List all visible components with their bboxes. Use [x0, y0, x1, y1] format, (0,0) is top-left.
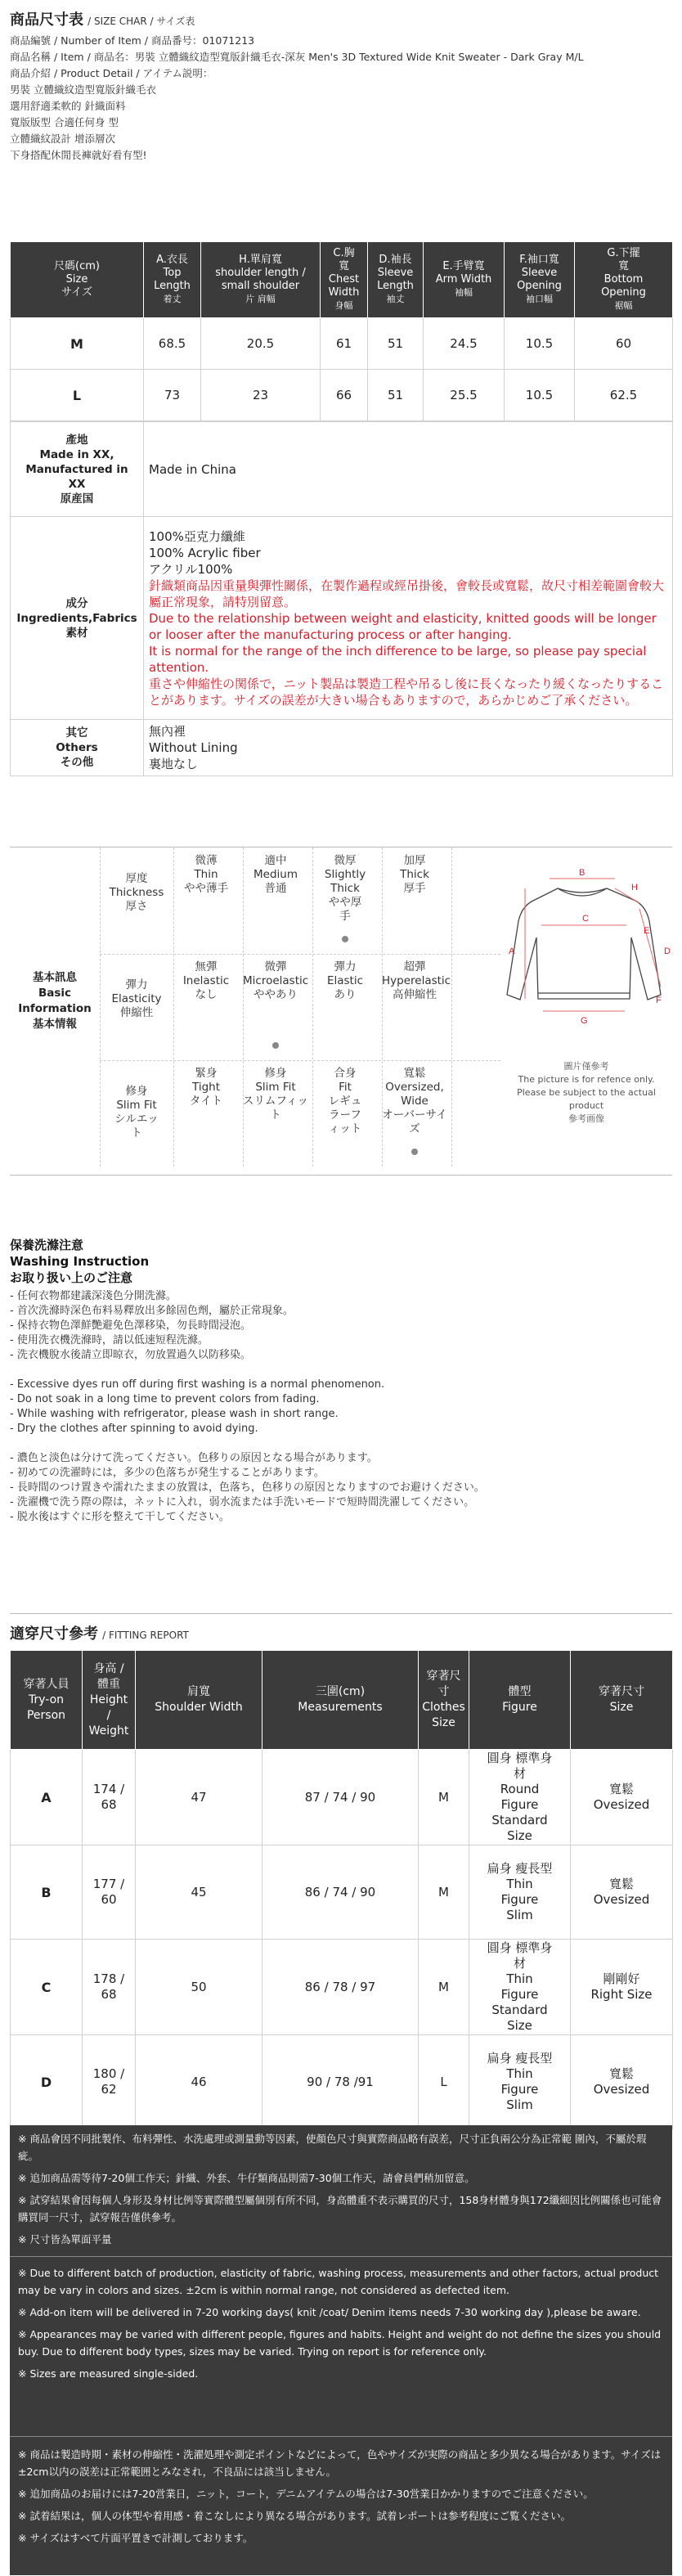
- fitting-title-row: [10, 1622, 672, 1643]
- size-cell: 25.5: [424, 370, 505, 421]
- fitting-col-header: 體型 Figure: [469, 1651, 571, 1750]
- fig-letter-d: D: [664, 946, 671, 956]
- size-col-header: [424, 242, 505, 318]
- fitting-cell: M: [419, 1940, 469, 2035]
- size-col-header: [11, 242, 144, 318]
- size-cell: 20.5: [201, 318, 321, 370]
- other-line: Without Lining: [149, 740, 238, 755]
- fig-letter-g: G: [581, 1016, 588, 1026]
- other-label-text: 其它 Others その他: [56, 726, 98, 769]
- fitting-row: [11, 2035, 673, 2129]
- grid-line: [100, 1060, 500, 1061]
- figure-caption-line: The picture is for refence only.: [518, 1074, 655, 1085]
- note-line: ※ 追加商品需等待7-20個工作天；針織、外套、牛仔類商品則需7-30個工作天，請會員們稍加留意。: [18, 2172, 475, 2184]
- page-title: 商品尺寸表: [10, 11, 83, 29]
- basic-info-selected-dot: [342, 936, 348, 942]
- size-row: [11, 370, 673, 421]
- size-col-header-cjk: 身幅: [334, 300, 353, 311]
- washing-line: - 初めての洗濯時には，多少の色落ちが発生することがあります。: [10, 1467, 325, 1479]
- fitting-cell: 46: [136, 2035, 262, 2129]
- washing-line: - While washing with refrigerator, please wash in short range.: [10, 1408, 339, 1420]
- fitting-cell: 174 / 68: [83, 1750, 136, 1845]
- note-line: ※ Due to different batch of production, elasticity of fabric, washing process, measurements and other factors, actual product may be vary in colors and sizes. ±2cm is within normal range, not considered as defected item.: [18, 2267, 659, 2296]
- fitting-cell: 45: [136, 1845, 262, 1940]
- size-col-header-cjk: 裾幅: [614, 300, 633, 311]
- notes-divider: [10, 2256, 672, 2257]
- size-col-header-cjk: 袖丈: [386, 294, 405, 304]
- fitting-person: D: [11, 2035, 83, 2129]
- notes-zh: [10, 2130, 672, 2253]
- fitting-cell: 50: [136, 1940, 262, 2035]
- product-info-line: 寬版版型 合適任何身 型: [10, 116, 119, 128]
- figure-caption-line: 圖片僅參考: [563, 1061, 609, 1072]
- size-col-header-text: 尺碼(cm) Size サイズ: [54, 260, 100, 299]
- size-cell: 66: [321, 370, 368, 421]
- product-info-line: 商品編號 / Number of Item / 商品番号：01071213: [10, 34, 255, 47]
- other-label: [11, 720, 144, 776]
- product-info-line: 商品名稱 / Item / 商品名：男裝 立體織紋造型寬版針織毛衣-深灰 Men's 3D Textured Wide Knit Sweater - Dark Gray M/L: [10, 51, 584, 63]
- washing-line: - 首次洗滌時深色布料易釋放出多餘固色劑，屬於正常現象。: [10, 1305, 294, 1317]
- product-info-lines: [10, 33, 672, 164]
- size-col-header-cjk: 片 肩幅: [245, 294, 276, 304]
- fabric-label: [11, 517, 144, 720]
- basic-info-selected-dot: [411, 1149, 418, 1155]
- notes-divider: [10, 2436, 672, 2437]
- fitting-table-body: [11, 1750, 673, 2129]
- grid-line: [451, 847, 452, 1167]
- basic-info-option: 微彈 Microelastic ややあり: [243, 960, 309, 1001]
- fitting-cell: 扁身 瘦長型 Thin Figure Slim: [469, 2035, 571, 2129]
- note-line: ※ 尺寸皆為單面平量: [18, 2233, 112, 2246]
- size-col-header: [201, 242, 321, 318]
- size-row-label: M: [11, 318, 144, 370]
- size-table-block: [10, 241, 672, 776]
- fitting-col-header: 穿著尺寸 Size: [571, 1651, 673, 1750]
- size-col-header-text: A.衣長 Top Length: [154, 254, 191, 292]
- washing-line: - 任何衣物都建議深淺色分開洗滌。: [10, 1290, 177, 1302]
- figure-caption-line: Please be subject to the actual: [517, 1087, 656, 1098]
- basic-info-option: 彈力 Elastic あり: [326, 960, 364, 1001]
- page-subtitle: / SIZE CHAR / サイズ表: [87, 16, 195, 27]
- basic-info-option: 緊身 Tight タイト: [189, 1067, 223, 1108]
- other-line: 無內裡: [149, 724, 186, 739]
- note-line: ※ 試着結果は，個人の体型や着用感・着こなしにより異なる場合があります。試着レポートは参考程度にご覧ください。: [18, 2510, 571, 2522]
- washing-title-line: Washing Instruction: [10, 1254, 150, 1269]
- product-info-table: [10, 421, 673, 776]
- notes-jp: [10, 2446, 672, 2551]
- size-col-header-cjk: 袖幅: [455, 287, 473, 298]
- fitting-cell: 寬鬆 Ovesized: [571, 1750, 673, 1845]
- size-col-header: [144, 242, 201, 318]
- fitting-col-header: 穿著人員 Try-on Person: [11, 1651, 83, 1750]
- fitting-table-header: [11, 1651, 673, 1750]
- fitting-person: A: [11, 1750, 83, 1845]
- size-cell: 10.5: [505, 318, 575, 370]
- fitting-title: 適穿尺寸參考: [10, 1625, 98, 1643]
- size-cell: 73: [144, 370, 201, 421]
- origin-value: Made in China: [144, 422, 673, 517]
- basic-info-option: 修身 Slim Fit スリムフィット: [243, 1067, 308, 1122]
- fabric-note: Due to the relationship between weight and elasticity, knitted goods will be longer or looser after the manufacturing process or after hanging.: [149, 610, 657, 642]
- fitting-cell: 86 / 74 / 90: [262, 1845, 419, 1940]
- fitting-cell: 扁身 瘦長型 Thin Figure Slim: [469, 1845, 571, 1940]
- fig-letter-f: F: [656, 996, 662, 1005]
- fitting-person: C: [11, 1940, 83, 2035]
- other-line: 裏地なし: [149, 757, 199, 771]
- fitting-cell: 圓身 標準身 材 Thin Figure Standard Size: [469, 1940, 571, 2035]
- note-line: ※ 商品は製造時期・素材の伸縮性・洗濯処理や測定ポイントなどによって，色やサイズが実際の商品と多少異なる場合があります。サイズは±2cm以内の誤差は正常範囲とみなされ，不良品には該当しません。: [18, 2448, 662, 2478]
- size-cell: 51: [368, 318, 424, 370]
- grid-line: [312, 847, 313, 1167]
- fig-letter-a: A: [509, 946, 515, 956]
- size-col-header-text: F.袖口寬 Sleeve Opening: [517, 254, 562, 292]
- fig-letter-b: B: [579, 868, 586, 878]
- other-value: [144, 720, 673, 776]
- washing-line: - 長時間のつけ置きや濡れたままの放置は，色落ち，色移りの原因となりますのでお避けください。: [10, 1481, 485, 1494]
- basic-info-row-label: 彈力 Elasticity 伸縮性: [111, 978, 162, 1019]
- size-row-label: L: [11, 370, 144, 421]
- size-row: [11, 318, 673, 370]
- fig-letter-e: E: [644, 926, 650, 936]
- size-table-header: [11, 242, 673, 318]
- note-line: ※ Appearances may be varied with different people, figures and habits. Height and weight do not define the sizes you should buy. Due to different body types, sizes may be varied. Trying on report is for reference only.: [18, 2328, 662, 2358]
- grid-line: [100, 954, 500, 955]
- fitting-cell: M: [419, 1750, 469, 1845]
- fitting-row: [11, 1750, 673, 1845]
- note-line: ※ 追加商品のお届けには7-20営業日，ニット，コート，デニムアイテムの場合は7-30営業日かかりますのでご注意ください。: [18, 2488, 594, 2500]
- fitting-subtitle: / FITTING REPORT: [102, 1630, 189, 1641]
- size-cell: 24.5: [424, 318, 505, 370]
- figure-caption-line: product: [568, 1100, 604, 1111]
- fabric-line: 100%亞克力纖維: [149, 528, 245, 544]
- washing-title: [10, 1237, 672, 1286]
- fitting-cell: 177 / 60: [83, 1845, 136, 1940]
- basic-info-row-label: 厚度 Thickness 厚さ: [109, 872, 164, 913]
- fitting-row: [11, 1845, 673, 1940]
- product-info-line: 選用舒適柔軟的 針織面料: [10, 100, 126, 112]
- basic-info-option: 加厚 Thick 厚手: [400, 854, 429, 895]
- fitting-cell: 87 / 74 / 90: [262, 1750, 419, 1845]
- washing-line: - 濃色と淡色は分けて洗ってください。色移りの原因となる場合があります。: [10, 1452, 378, 1464]
- washing-line: - 使用洗衣機洗滌時，請以低速短程洗滌。: [10, 1334, 209, 1346]
- fitting-col-header: 身高 / 體重 Height / Weight: [83, 1651, 136, 1750]
- fitting-cell: 86 / 78 / 97: [262, 1940, 419, 2035]
- origin-label-text: 產地 Made in XX, Manufactured in XX 原産国: [25, 433, 128, 506]
- figure-caption-line: 參考画像: [568, 1113, 604, 1124]
- product-info-line: 商品介紹 / Product Detail / アイテム説明：: [10, 67, 213, 79]
- size-col-header: [368, 242, 424, 318]
- note-line: ※ Add-on item will be delivered in 7-20 working days( knit /coat/ Denim items needs 7-30 working day ),please be aware.: [18, 2306, 641, 2318]
- grid-line: [382, 847, 383, 1167]
- size-cell: 61: [321, 318, 368, 370]
- size-col-header-text: C.胸 寬 Chest Width: [328, 247, 360, 299]
- figure-caption: [500, 1060, 672, 1126]
- basic-info-section: [10, 847, 672, 1176]
- washing-line: - Excessive dyes run off during first washing is a normal phenomenon.: [10, 1378, 385, 1391]
- basic-info-option: 無彈 Inelastic なし: [182, 960, 230, 1001]
- size-cell: 10.5: [505, 370, 575, 421]
- basic-info-title: 基本訊息 Basic Information 基本情報: [18, 971, 92, 1031]
- washing-zh: [10, 1289, 672, 1363]
- size-cell: 62.5: [575, 370, 673, 421]
- size-cell: 23: [201, 370, 321, 421]
- washing-title-line: お取り扱い上のご注意: [10, 1270, 133, 1285]
- basic-info-option: 合身 Fit レギュ ラーフ ィット: [328, 1067, 362, 1135]
- fitting-table: [10, 1650, 673, 2129]
- grid-line: [173, 847, 174, 1167]
- fitting-cell: 寬鬆 Ovesized: [571, 1845, 673, 1940]
- fitting-cell: 剛剛好 Right Size: [571, 1940, 673, 2035]
- fitting-col-header: 三圍(cm) Measurements: [262, 1651, 419, 1750]
- fitting-cell: M: [419, 1845, 469, 1940]
- divider: [10, 1613, 672, 1614]
- washing-jp: [10, 1451, 672, 1525]
- origin-label: [11, 422, 144, 517]
- product-info-line: 立體織紋設計 增添層次: [10, 133, 115, 145]
- header: [10, 8, 672, 164]
- note-line: ※ 商品會因不同批製作、布料彈性、水洗處理或測量動等因素，使顏色尺寸與實際商品略有誤差，尺寸正負兩公分為正常範 圍內，不屬於瑕疵。: [18, 2133, 647, 2162]
- fitting-cell: L: [419, 2035, 469, 2129]
- size-col-header-text: H.單肩寬 shoulder length / small shoulder: [215, 254, 306, 292]
- size-col-header: [321, 242, 368, 318]
- washing-section: [10, 1237, 672, 1525]
- fitting-row: [11, 1940, 673, 2035]
- fabric-value: [144, 517, 673, 720]
- fitting-cell: 47: [136, 1750, 262, 1845]
- product-info-line: 下身搭配休閒長褲就好看有型!: [10, 149, 147, 161]
- size-col-header-cjk: 着丈: [163, 294, 182, 304]
- washing-title-line: 保養洗滌注意: [10, 1238, 84, 1252]
- size-cell: 51: [368, 370, 424, 421]
- fabric-note: 針織類商品因重量與彈性關係，在製作過程或經吊掛後，會較長或寬鬆，故尺寸相差範圍會較大屬正常現象，請特別留意。: [149, 578, 665, 609]
- fitting-person: B: [11, 1845, 83, 1940]
- note-line: ※ Sizes are measured single-sided.: [18, 2367, 199, 2380]
- note-line: ※ 試穿結果會因每個人身形及身材比例等實際體型屬個別有所不同，身高體重不表示購買的尺寸，158身材體身與172纖細因比例關係也可能會購買同一尺寸，試穿報告僅供參考。: [18, 2194, 662, 2223]
- basic-info-row-label: 修身 Slim Fit シルエッ ト: [114, 1085, 159, 1140]
- fabric-note: It is normal for the range of the inch difference to be large, so please pay special attention.: [149, 643, 647, 675]
- product-info-line: 男裝 立體織紋造型寬版針織毛衣: [10, 83, 156, 96]
- fitting-col-header: 穿著尺 寸 Clothes Size: [419, 1651, 469, 1750]
- fitting-cell: 178 / 68: [83, 1940, 136, 2035]
- size-col-header: [575, 242, 673, 318]
- size-table: [10, 241, 673, 421]
- fitting-section: [10, 1622, 672, 2129]
- size-col-header-text: G.下擺 寬 Bottom Opening: [601, 247, 646, 299]
- size-col-header-text: E.手臂寬 Arm Width: [435, 260, 492, 285]
- fitting-cell: 90 / 78 /91: [262, 2035, 419, 2129]
- grid-line: [100, 847, 101, 1167]
- notes-panel: [10, 2125, 672, 2575]
- basic-info-option: 適中 Medium 普通: [254, 854, 298, 895]
- size-cell: 60: [575, 318, 673, 370]
- fig-letter-c: C: [582, 914, 589, 924]
- size-table-body: [11, 318, 673, 421]
- notes-en: [10, 2264, 672, 2387]
- grid-line: [243, 847, 244, 1167]
- fabric-line: 100% Acrylic fiber: [149, 545, 261, 560]
- size-col-header-text: D.袖長 Sleeve Length: [377, 254, 414, 292]
- fabric-note: 重さや伸縮性の関係で，ニット製品は製造工程や吊るし後に長くなったり緩くなったりすることがあります。サイズの誤差が大きい場合もありますので，あらかじめご了承ください。: [149, 676, 664, 708]
- fitting-col-header: 肩寬 Shoulder Width: [136, 1651, 262, 1750]
- sweater-diagram: [500, 864, 672, 1052]
- fabric-line: アクリル100%: [149, 561, 233, 577]
- washing-line: - 洗衣機脫水後請立即晾衣，勿放置過久以防移染。: [10, 1349, 251, 1361]
- header-title-row: [10, 8, 672, 29]
- basic-info-selected-dot: [272, 1042, 279, 1049]
- washing-line: - 脱水後はすぐに形を整えて干してください。: [10, 1511, 230, 1523]
- washing-line: - 洗濯機で洗う際の際は，ネットに入れ，弱水流または手洗いモードで短時間洗濯してください。: [10, 1496, 475, 1508]
- fitting-cell: 寬鬆 Ovesized: [571, 2035, 673, 2129]
- size-col-header: [505, 242, 575, 318]
- basic-info-option: 超彈 Hyperelastic 高伸縮性: [382, 960, 451, 1001]
- fitting-cell: 180 / 62: [83, 2035, 136, 2129]
- washing-line: - Do not soak in a long time to prevent colors from fading.: [10, 1393, 320, 1405]
- note-line: ※ サイズはすべて片面平置きで計測しております。: [18, 2532, 254, 2544]
- washing-line: - Dry the clothes after spinning to avoid dying.: [10, 1423, 258, 1435]
- basic-info-option: 寬鬆 Oversized, Wide オーバーサイ ズ: [382, 1067, 447, 1135]
- size-cell: 68.5: [144, 318, 201, 370]
- fitting-cell: 圓身 標準身 材 Round Figure Standard Size: [469, 1750, 571, 1845]
- basic-info-option: 微厚 Slightly Thick やや厚 手: [324, 854, 366, 923]
- fig-letter-h: H: [631, 883, 638, 892]
- washing-en: [10, 1378, 672, 1436]
- size-col-header-cjk: 袖口幅: [526, 294, 553, 304]
- basic-info-option: 微薄 Thin やや薄手: [184, 854, 228, 895]
- washing-line: - 保持衣物色澤鮮艷避免色澤移染，勿長時間浸泡。: [10, 1319, 251, 1332]
- fabric-label-text: 成分 Ingredients,Fabrics 素材: [16, 596, 137, 640]
